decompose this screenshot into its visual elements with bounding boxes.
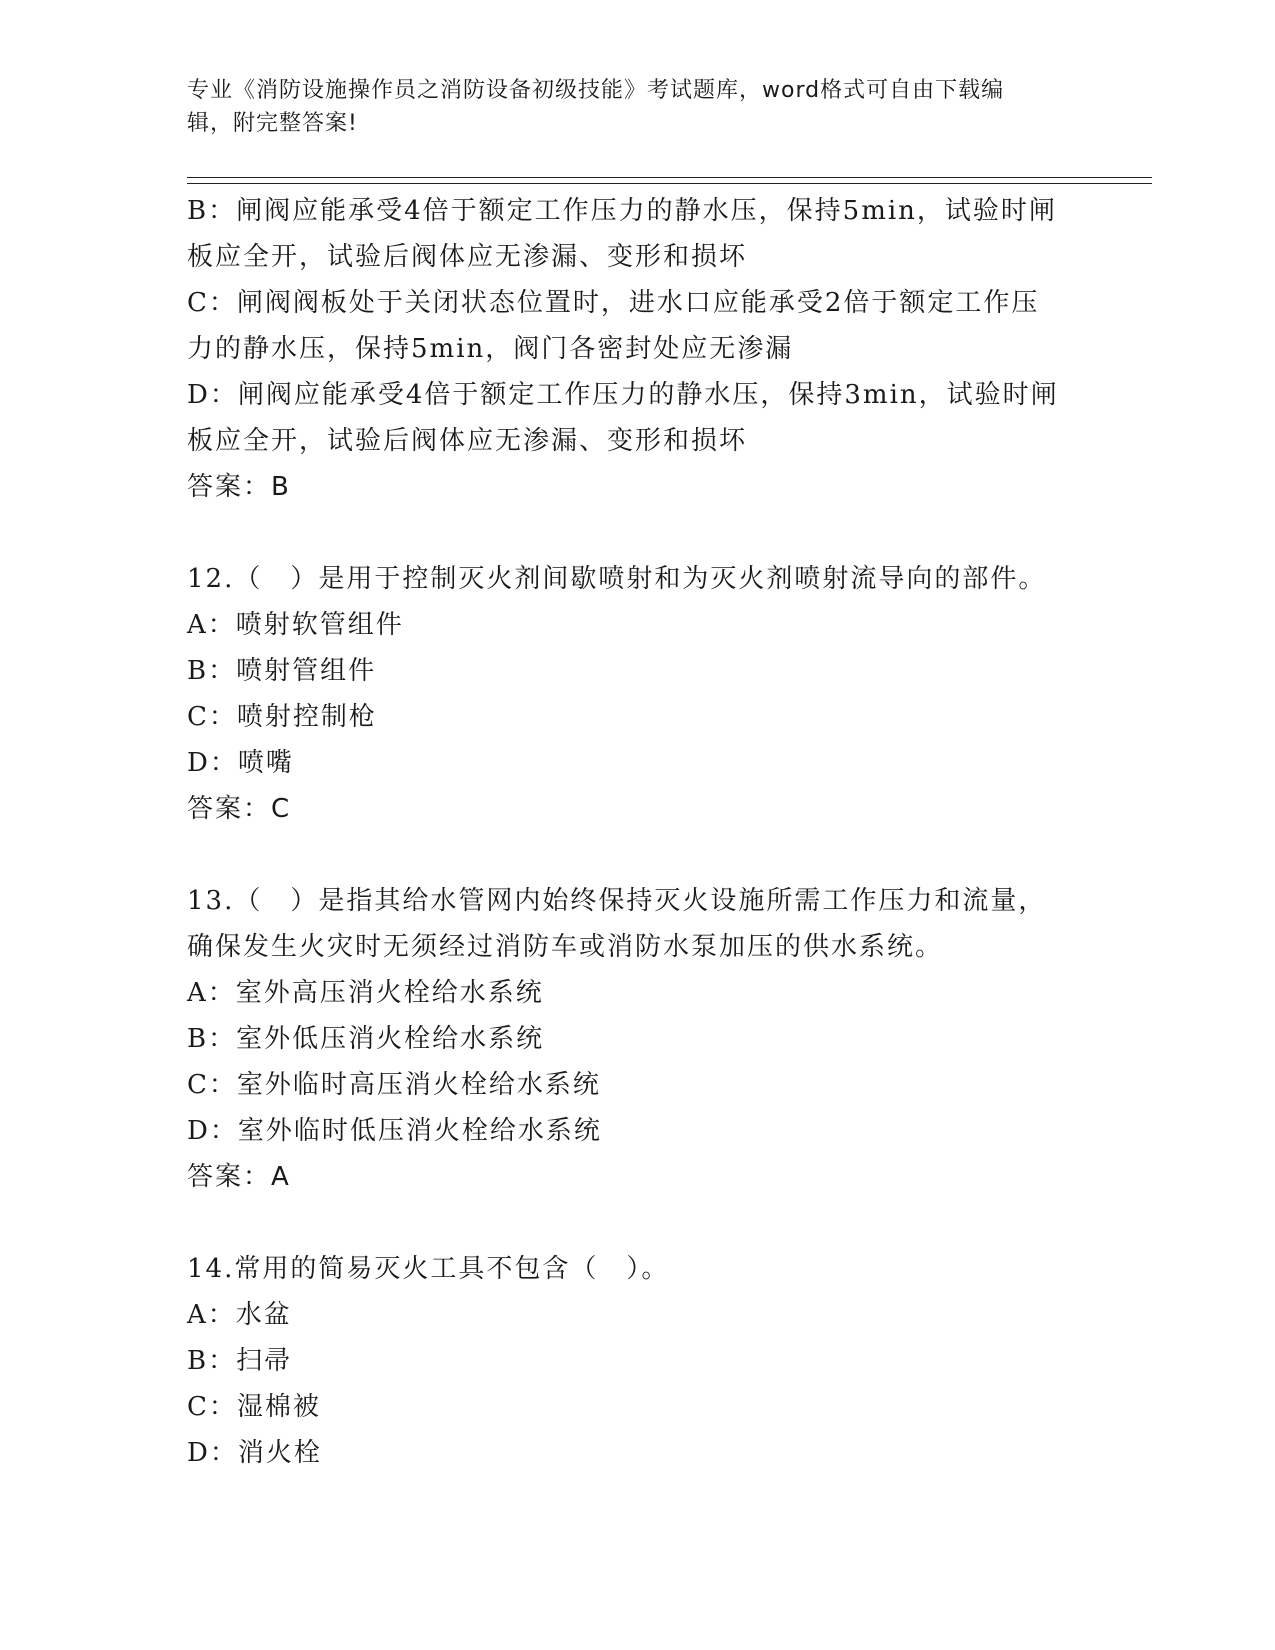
option-c: C：喷射控制枪 [187,702,377,732]
option-d: D：喷嘴 [187,748,294,778]
option-a: A：水盆 [187,1300,292,1330]
option-d: D：室外临时低压消火栓给水系统 [187,1116,602,1146]
option-d: D：消火栓 [187,1438,322,1468]
question-stem-line-2: 确保发生火灾时无须经过消防车或消防水泵加压的供水系统。 [187,932,944,962]
header-line-2: 辑，附完整答案! [187,111,358,136]
option-d-line-2: 板应全开，试验后阀体应无渗漏、变形和损坏 [187,426,748,456]
document-header [187,74,1067,140]
question-14 [187,1246,1087,1476]
question-stem-line-1: 13.（ ）是指其给水管网内始终保持灭火设施所需工作压力和流量， [187,886,1047,916]
answer-label: 答案：B [187,472,291,502]
option-b: B：室外低压消火栓给水系统 [187,1024,545,1054]
option-c-line-1: C：闸阀阀板处于关闭状态位置时，进水口应能承受2倍于额定工作压 [187,288,1040,318]
question-stem: 12.（ ）是用于控制灭火剂间歇喷射和为灭火剂喷射流导向的部件。 [187,564,1047,594]
answer-label: 答案：C [187,794,292,824]
question-13 [187,878,1087,1200]
header-line-1: 专业《消防设施操作员之消防设备初级技能》考试题库，word格式可自由下载编 [187,78,1005,103]
question-list [187,188,1087,1476]
question-spacer [187,510,1087,556]
option-c-line-2: 力的静水压，保持5min，阀门各密封处应无渗漏 [187,334,794,364]
question-stem: 14.常用的简易灭火工具不包含（ ）。 [187,1254,670,1284]
option-b: B：喷射管组件 [187,656,377,686]
answer-label: 答案：A [187,1162,291,1192]
option-b: B：扫帚 [187,1346,293,1376]
header-divider-bottom [187,183,1152,184]
question-spacer [187,832,1087,878]
option-d-line-1: D：闸阀应能承受4倍于额定工作压力的静水压，保持3min，试验时闸 [187,380,1059,410]
option-c: C：湿棉被 [187,1392,321,1422]
option-c: C：室外临时高压消火栓给水系统 [187,1070,601,1100]
option-a: A：室外高压消火栓给水系统 [187,978,544,1008]
option-b-line-1: B：闸阀应能承受4倍于额定工作压力的静水压，保持5min，试验时闸 [187,196,1057,226]
option-b-line-2: 板应全开，试验后阀体应无渗漏、变形和损坏 [187,242,748,272]
question-12 [187,556,1087,832]
option-a: A：喷射软管组件 [187,610,404,640]
header-divider-top [187,177,1152,178]
question-spacer [187,1200,1087,1246]
question-11-continued [187,188,1087,510]
